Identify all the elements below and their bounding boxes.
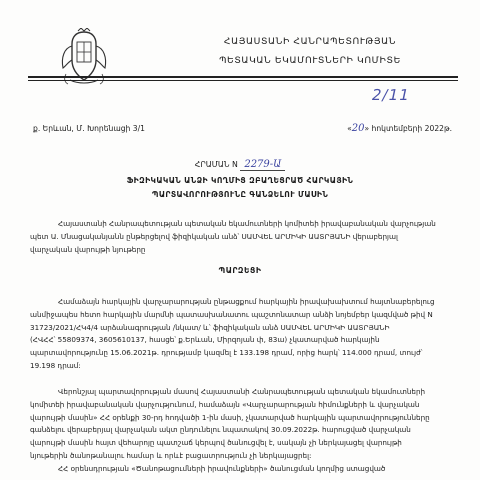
body2-line: վարույթի մասին հայտ վեհարոյը պատշաճ կերպով ծանուցվել է, սակայն չի ներկայացել վարույթի [30, 438, 402, 448]
body1-line: 31723/2021/ՀԿ4/4 արձանագրության /նկատ/ և՝ ֆիզիկական անձ ՍԱՄՎԵԼ ԱՐՄԻԿԻ ԱԱՏՐՅԱՆԻ [30, 322, 390, 332]
section-title: ՊԱՐԶԵՑԻ [218, 266, 262, 275]
body1-line: Համաձայն հարկային վարչարարության ընթացքում հարկային իրավախախտում հայտնաբերելուց [58, 297, 435, 306]
address: ք. Երևան, Մ. Խորենացի 3/1 [33, 124, 145, 133]
body1-line: պարտավորությունը 15.06.2021թ. դրությամբ կազմել է 133.198 դրամ, որից հարկ՝ 114.000 դրամ, տույժ՝ [30, 348, 423, 358]
body1-line: (ՀՎՀՀ՝ 55809374, 3605610137, հասցե՝ ք.Երևան, Միրզոյան փ, 83ա) չկատարված հարկային [30, 335, 380, 345]
date-month-year: հոկտեմբերի 2022թ. [371, 124, 452, 133]
document-title-line2: ՊԱՐՏԱՎՈՐՈՒԹՅՈՒՆԸ ԳԱՆՁԵԼՈՒ ՄԱՍԻՆ [151, 190, 329, 199]
body2-line: կոմիտեի իրավաբանական վարչությունում, համաձայն «Վարչարարության հիմունքների և վարչական [30, 399, 420, 409]
order-label: ՀՐԱՄԱՆ N [194, 160, 238, 169]
date-quote-open: « [347, 124, 352, 133]
body2-line: վարույթի մասին» ՀՀ օրենքի 30-րդ հոդվածի 1-ին մասի, չկատարված հարկային պարտավորությունները [30, 412, 430, 422]
intro-paragraph [30, 218, 450, 256]
date [347, 123, 452, 134]
order-number-line [0, 159, 480, 170]
date-day-handwritten: 20 [351, 123, 365, 134]
order-number-handwritten: 2279-Ա [240, 159, 285, 171]
intro-line: Հայաստանի Հանրապետության պետական եկամուտների կոմիտեի իրավաբանական վարչության [58, 219, 436, 228]
handwritten-registration: 2/11 [370, 86, 412, 104]
header-divider-thick [28, 76, 458, 78]
body2-line: ՀՀ օրենսդրության «Ծանոթացումների իրավունքների» ծանուցման կողմից ստացված [58, 463, 386, 473]
header-divider-thin [28, 80, 458, 81]
body-paragraph-1 [30, 296, 450, 373]
header-title-line2: ՊԵՏԱԿԱՆ ԵԿԱՄՈՒՏՆԵՐԻ ԿՈՄԻՏԵ [219, 55, 401, 66]
date-quote-close: » [364, 124, 370, 133]
intro-line: պետ Ա. Մնացականյանն ընթերցելով ֆիզիկական անձ՝ ՍԱՄՎԵԼ ԱՐՄԻԿԻ ԱԱՏՐՅԱՆԻ վերաբերյալ [30, 231, 398, 241]
header-title-line1: ՀԱՅԱՍՏԱՆԻ ՀԱՆՐԱՊԵՏՈՒԹՅԱՆ [223, 36, 397, 47]
body2-line: Վերոնշյալ պարտավորության մասով Հայաստանի Հանրապետության պետական եկամուտների [58, 387, 426, 396]
intro-line: վարչական վարույթի նյութերը [30, 244, 146, 254]
body-paragraph-2 [30, 386, 450, 476]
body1-line: 19.198 դրամ: [30, 360, 81, 370]
body1-line: անմիջապես հետո հարկային մարմնի պատասխանատու պաշտոնատար անձի նոյեմբեր կազմված թիվ N [30, 309, 433, 319]
body2-line: գանձելու վերաբերյալ վարչական ակտ ընդունելու նպատակով 30.09.2022թ. հարուցված վարչական [30, 425, 411, 435]
body2-line: նյութերին ծանոթանալու համար և որևէ բացատրություն չի ներկայացրել: [30, 450, 312, 460]
document-title-line1: ՖԻԶԻԿԱԿԱՆ ԱՆՁԻ ԿՈՂՄԻՑ ԶԲԱՂԵՑՐԱԾ ՀԱՐԿԱՅԻՆ [126, 176, 354, 185]
